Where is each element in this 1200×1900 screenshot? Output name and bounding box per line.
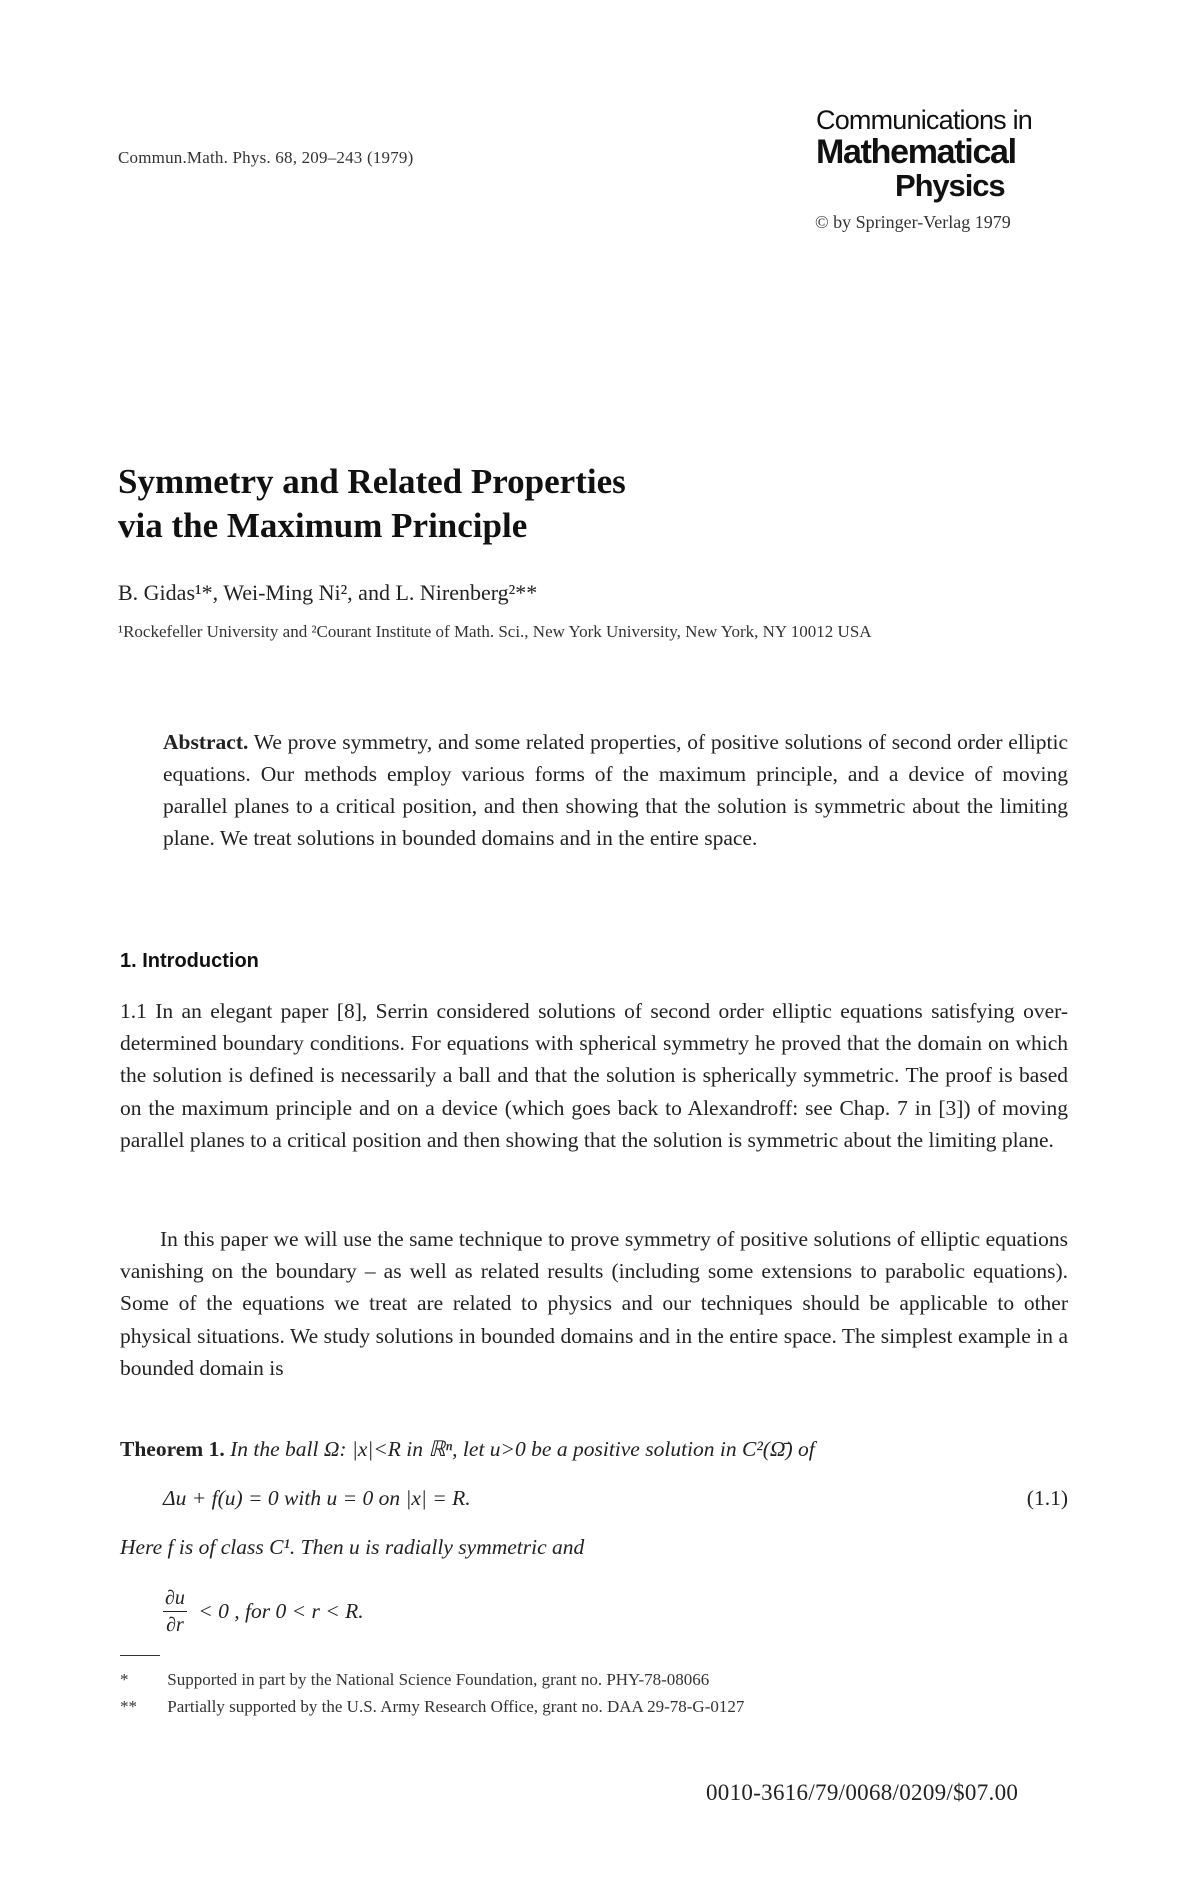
abstract-label: Abstract.	[163, 730, 249, 754]
body-paragraph-1: 1.1 In an elegant paper [8], Serrin considered solutions of second order elliptic equations satisfying over-determined boundary conditions. For equations with spherical symmetry he proved that the domain on which the solution is defined is necessarily a ball and that the solution is spherically symmetric. The proof is based on the maximum principle and on a device (which goes back to Alexandroff: see Chap. 7 in [3]) of moving parallel planes to a critical position and then showing that the solution is symmetric about the limiting plane.	[120, 999, 1068, 1152]
equation-body: Δu + f(u) = 0 with u = 0 on |x| = R.	[163, 1486, 471, 1510]
inequality-text: < 0 , for 0 < r < R.	[198, 1599, 364, 1623]
author-affiliations: ¹Rockefeller University and ²Courant Institute of Math. Sci., New York University, New York, NY 10012 USA	[118, 622, 872, 641]
theorem-continuation: Here f is of class C¹. Then u is radially symmetric and	[120, 1535, 585, 1559]
abstract-text: We prove symmetry, and some related properties, of positive solutions of second order elliptic equations. Our methods employ various forms of the maximum principle, and a device of moving parallel planes to a critical position, and then showing that the solution is symmetric about the limiting plane. We treat solutions in bounded domains and in the entire space.	[163, 730, 1068, 850]
footnote-text: Partially supported by the U.S. Army Research Office, grant no. DAA 29-78-G-0127	[167, 1697, 745, 1716]
theorem-statement	[120, 1437, 1068, 1462]
journal-logo-line-1: Communications in	[816, 105, 1032, 135]
journal-logo-line-2: Mathematical	[816, 133, 1016, 171]
theorem-label: Theorem 1.	[120, 1437, 225, 1461]
equation-number: (1.1)	[1026, 1486, 1068, 1510]
footnote-2	[120, 1697, 1068, 1717]
derivative-fraction	[163, 1585, 187, 1638]
radial-derivative-inequality	[163, 1585, 364, 1638]
equation-1-1	[163, 1486, 1068, 1511]
theorem-text: In the ball Ω: |x|<R in ℝⁿ, let u>0 be a positive solution in C²(Ω̄) of	[230, 1437, 815, 1461]
footnote-mark: **	[120, 1697, 137, 1716]
footnote-divider	[120, 1655, 160, 1656]
body-paragraph-2: In this paper we will use the same technique to prove symmetry of positive solutions of elliptic equations vanishing on the boundary – as well as related results (including some extensions to parabolic equations). Some of the equations we treat are related to physics and our techniques should be applicable to other physical situations. We study solutions in bounded domains and in the entire space. The simplest example in a bounded domain is	[120, 1227, 1068, 1380]
paper-title-line-2: via the Maximum Principle	[118, 506, 528, 545]
paper-title	[118, 460, 626, 548]
footnote-1	[120, 1670, 1068, 1690]
journal-logo-line-3: Physics	[895, 168, 1005, 203]
copyright-notice: © by Springer-Verlag 1979	[815, 212, 1011, 232]
journal-citation: Commun.Math. Phys. 68, 209–243 (1979)	[118, 148, 414, 167]
document-code: 0010-3616/79/0068/0209/$07.00	[706, 1780, 1019, 1805]
abstract	[163, 726, 1068, 854]
fraction-numerator: ∂u	[163, 1585, 187, 1612]
section-heading: 1. Introduction	[120, 950, 259, 972]
author-list: B. Gidas¹*, Wei-Ming Ni², and L. Nirenberg²**	[118, 580, 538, 605]
journal-logo	[800, 105, 1100, 203]
footnote-mark: *	[120, 1670, 129, 1689]
footnote-text: Supported in part by the National Science Foundation, grant no. PHY-78-08066	[167, 1670, 710, 1689]
fraction-denominator: ∂r	[166, 1614, 184, 1636]
paper-title-line-1: Symmetry and Related Properties	[118, 462, 626, 501]
